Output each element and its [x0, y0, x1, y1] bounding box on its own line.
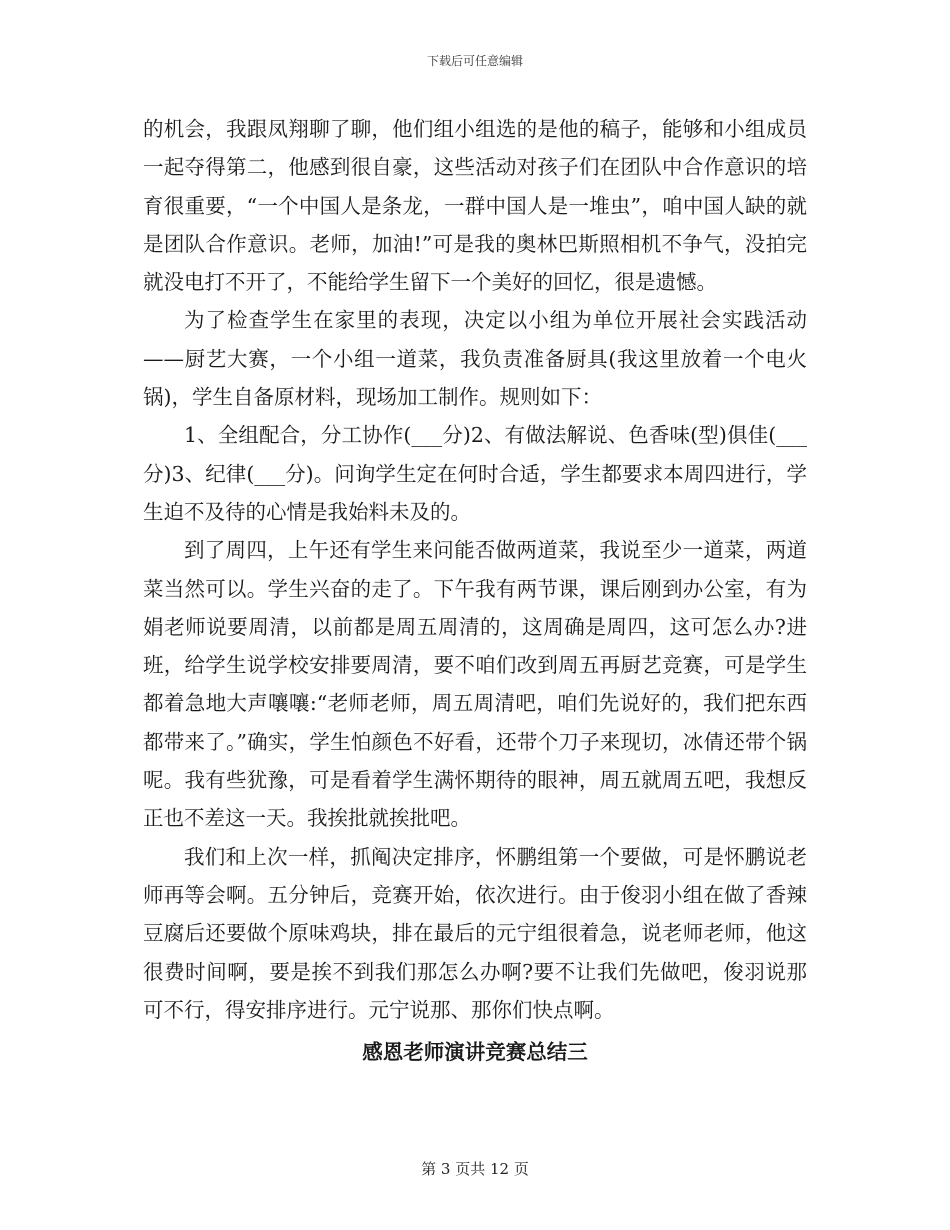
document-body [143, 110, 807, 1071]
page-header: 下载后可任意编辑 [426, 54, 523, 68]
page-footer: 第 3 页共 12 页 [421, 1160, 529, 1178]
section-heading: 感恩老师演讲竞赛总结三 [362, 1040, 588, 1065]
paragraph-cooking-contest-plan: 为了检查学生在家里的表现，决定以小组为单位开展社会实践活动——厨艺大赛，一个小组一道菜，我负责准备厨具(我这里放着一个电火锅)，学生自备原材料，现场加工制作。规则如下： [143, 308, 807, 410]
paragraph-rules: 1、全组配合，分工协作(___分)2、有做法解说、色香味(型)俱佳(___分)3、纪律(___分)。问询学生定在何时合适，学生都要求本周四进行，学生迫不及待的心情是我始料未及的。 [143, 423, 807, 524]
paragraph-contest-order: 我们和上次一样，抓阄决定排序，怀鹏组第一个要做，可是怀鹏说老师再等会啊。五分钟后，竞赛开始，依次进行。由于俊羽小组在做了香辣豆腐后还要做个原味鸡块，排在最后的元宁组很着急，说老师老师，他这很费时间啊，要是挨不到我们那怎么办啊?要不让我们先做吧，俊羽说那可不行，得安排序进行。元宁说那、那你们快点啊。 [143, 844, 807, 1022]
paragraph-thursday: 到了周四，上午还有学生来问能否做两道菜，我说至少一道菜，两道菜当然可以。学生兴奋的走了。下午我有两节课，课后刚到办公室，有为娟老师说要周清，以前都是周五周清的，这周确是周四，这可怎么办?进班，给学生说学校安排要周清，要不咱们改到周五再厨艺竞赛，可是学生都着急地大声嚷嚷:“老师老师，周五周清吧，咱们先说好的，我们把东西都带来了。”确实，学生怕颜色不好看，还带个刀子来现切，冰倩还带个锅呢。我有些犹豫，可是看着学生满怀期待的眼神，周五就周五吧，我想反正也不差这一天。我挨批就挨批吧。 [143, 538, 807, 831]
paragraph-continuation: 的机会，我跟凤翔聊了聊，他们组小组选的是他的稿子，能够和小组成员一起夺得第二，他感到很自豪，这些活动对孩子们在团队中合作意识的培育很重要，“一个中国人是条龙，一群中国人是一堆虫”，咱中国人缺的就是团队合作意识。老师，加油!”可是我的奥林巴斯照相机不争气，没拍完就没电打不开了，不能给学生留下一个美好的回忆，很是遗憾。 [143, 117, 807, 295]
